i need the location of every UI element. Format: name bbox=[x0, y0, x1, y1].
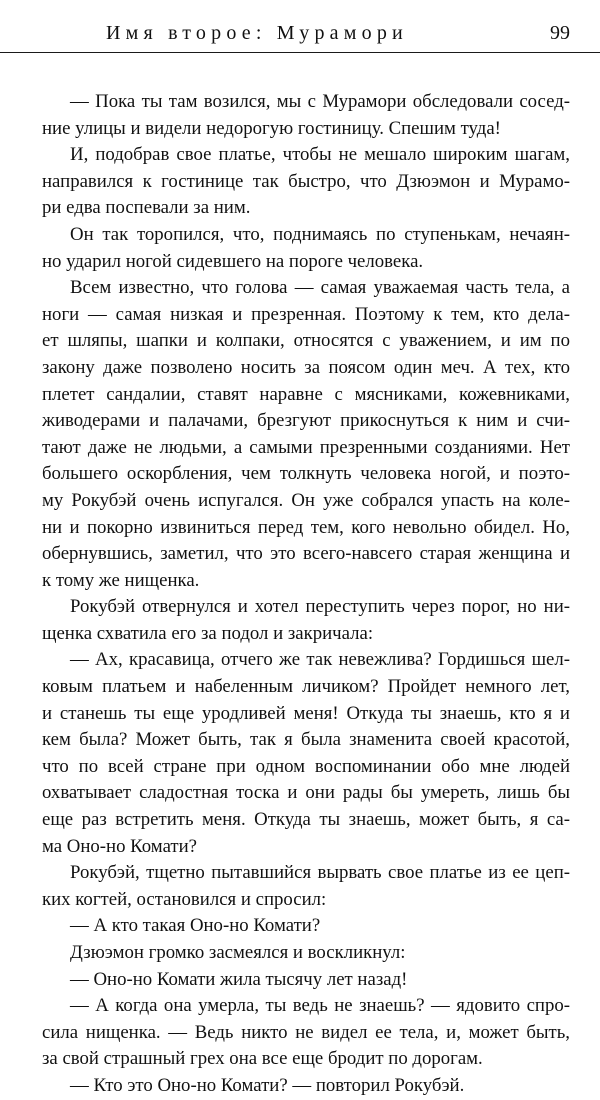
paragraph bbox=[42, 222, 570, 275]
text-line: — А кто такая Оно-но Комати? bbox=[70, 915, 321, 937]
text-line: Рокубэй, тщетно пытавшийся вырвать свое платье из ее цеп- bbox=[70, 862, 570, 884]
paragraph bbox=[42, 275, 570, 594]
text-line: и станешь ты еще уродливей меня! Откуда ты знаешь, кто я и bbox=[42, 702, 570, 724]
text-line: — Кто это Оно-но Комати? — повторил Рокубэй. bbox=[70, 1074, 465, 1096]
text-line: тают даже не людьми, а самыми презренными созданиями. Нет bbox=[42, 436, 570, 458]
text-line: Рокубэй отвернулся и хотел переступить через порог, но ни- bbox=[70, 596, 570, 618]
text-line: кем была? Может быть, так я была знаменита своей красотой, bbox=[42, 729, 570, 751]
text-line: еще раз встретить меня. Откуда ты знаешь, может быть, я са- bbox=[42, 809, 570, 831]
paragraph bbox=[42, 142, 570, 222]
text-line: что по всей стране при одном воспоминании обо мне людей bbox=[42, 755, 570, 777]
page-number: 99 bbox=[550, 22, 570, 44]
text-line: за свой страшный грех она все еще бродит по дорогам. bbox=[42, 1048, 483, 1070]
paragraph bbox=[42, 647, 570, 860]
text-line: И, подобрав свое платье, чтобы не мешало широким шагам, bbox=[70, 144, 570, 166]
paragraph bbox=[42, 1073, 570, 1100]
text-line: сила нищенка. — Ведь никто не видел ее тела, и, может быть, bbox=[42, 1021, 570, 1043]
paragraph bbox=[42, 967, 570, 994]
text-line: обернувшись, заметил, что это всего-навсего старая женщина и bbox=[42, 543, 570, 565]
paragraph bbox=[42, 913, 570, 940]
text-line: ет шляпы, шапки и колпаки, относятся с уважением, и им по bbox=[42, 330, 570, 352]
paragraph bbox=[42, 860, 570, 913]
text-line: му Рокубэй очень испугался. Он уже собрался упасть на коле- bbox=[42, 489, 570, 511]
paragraph bbox=[42, 594, 570, 647]
text-line: ких когтей, остановился и спросил: bbox=[42, 888, 327, 910]
text-line: охватывает сладостная тоска и они рады бы умереть, лишь бы bbox=[42, 782, 570, 804]
text-line: ри едва поспевали за ним. bbox=[42, 197, 251, 219]
text-line: — Оно-но Комати жила тысячу лет назад! bbox=[70, 968, 408, 990]
text-line: но ударил ногой сидевшего на пороге человека. bbox=[42, 250, 424, 272]
text-line: Всем известно, что голова — самая уважаемая часть тела, а bbox=[70, 277, 570, 299]
text-line: живодерами и палачами, брезгуют прикоснуться к ним и счи- bbox=[42, 410, 570, 432]
text-line: Он так торопился, что, поднимаясь по ступенькам, нечаян- bbox=[70, 223, 570, 245]
text-line: плетет сандалии, ставят наравне с мясниками, кожевниками, bbox=[42, 383, 570, 405]
text-line: направился к гостинице так быстро, что Дзюэмон и Мурамо- bbox=[42, 170, 570, 192]
text-line: большего оскорбления, чем толкнуть человека ногой, и поэто- bbox=[42, 463, 570, 485]
running-head: Имя второе: Мурамори bbox=[106, 22, 408, 44]
body-text bbox=[42, 89, 570, 1100]
text-line: к тому же нищенка. bbox=[42, 569, 200, 591]
text-line: ни и покорно извиниться перед тем, кого невольно обидел. Но, bbox=[42, 516, 570, 538]
text-line: ноги — самая низкая и презренная. Поэтому к тем, кто дела- bbox=[42, 303, 570, 325]
text-line: ма Оно-но Комати? bbox=[42, 835, 198, 857]
page-header bbox=[0, 18, 600, 53]
text-line: Дзюэмон громко засмеялся и воскликнул: bbox=[70, 942, 406, 963]
paragraph bbox=[42, 993, 570, 1073]
text-line: — Пока ты там возился, мы с Мурамори обследовали сосед- bbox=[70, 91, 570, 112]
text-line: закону даже позволено носить за поясом один меч. А тех, кто bbox=[42, 356, 570, 378]
text-line: щенка схватила его за подол и закричала: bbox=[42, 622, 374, 644]
paragraph bbox=[42, 89, 570, 142]
text-line: ние улицы и видели недорогую гостиницу. Спешим туда! bbox=[42, 117, 501, 139]
text-line: ковым платьем и набеленным личиком? Пройдет немного лет, bbox=[42, 676, 570, 698]
text-line: — Ах, красавица, отчего же так невежлива? Гордишься шел- bbox=[70, 649, 570, 671]
text-line: — А когда она умерла, ты ведь не знаешь? — ядовито спро- bbox=[70, 995, 570, 1017]
